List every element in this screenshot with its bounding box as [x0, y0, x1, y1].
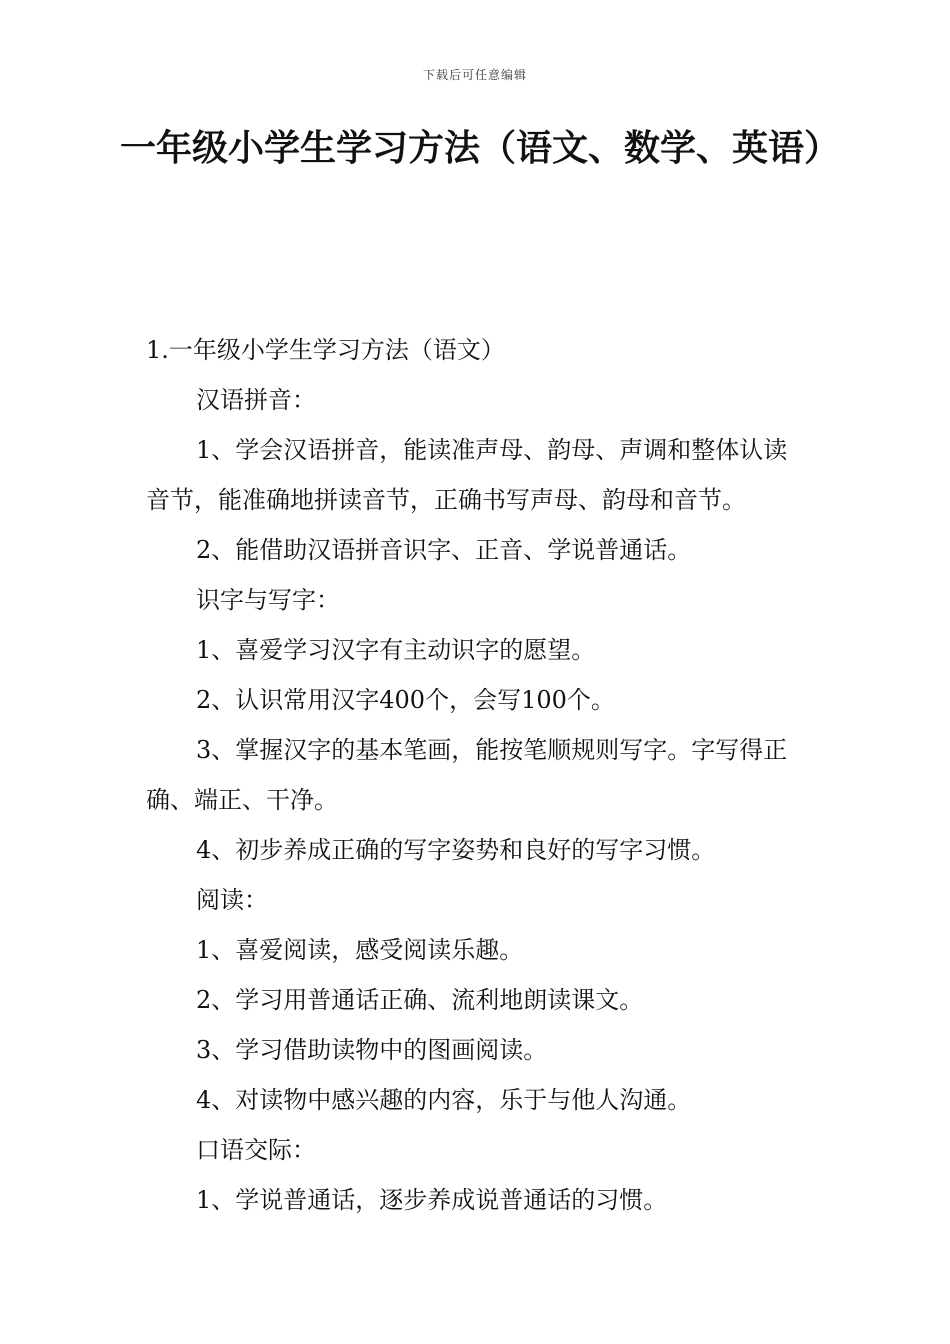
section-heading: 1.一年级小学生学习方法（语文）	[146, 336, 505, 364]
paragraph: 1、喜爱阅读，感受阅读乐趣。	[196, 936, 524, 964]
paragraph: 1、学说普通话，逐步养成说普通话的习惯。	[196, 1186, 668, 1214]
document-title: 一年级小学生学习方法（语文、数学、英语）	[120, 128, 841, 169]
paragraph: 4、对读物中感兴趣的内容，乐于与他人沟通。	[196, 1086, 692, 1114]
paragraph: 3、掌握汉字的基本笔画，能按笔顺规则写字。字写得正确、端正、干净。	[146, 736, 788, 814]
subheading-literacy-writing: 识字与写字：	[196, 586, 340, 614]
paragraph: 2、学习用普通话正确、流利地朗读课文。	[196, 986, 644, 1014]
document-body	[146, 325, 808, 1225]
paragraph: 2、能借助汉语拼音识字、正音、学说普通话。	[196, 536, 692, 564]
paragraph: 3、学习借助读物中的图画阅读。	[196, 1036, 548, 1064]
subheading-oral-communication: 口语交际：	[196, 1136, 316, 1164]
header-note: 下载后可任意编辑	[422, 68, 527, 82]
paragraph: 1、喜爱学习汉字有主动识字的愿望。	[196, 636, 596, 664]
subheading-pinyin: 汉语拼音：	[196, 386, 316, 414]
subheading-reading: 阅读：	[196, 886, 268, 914]
paragraph: 1、学会汉语拼音，能读准声母、韵母、声调和整体认读音节，能准确地拼读音节，正确书写声母、韵母和音节。	[146, 436, 788, 514]
paragraph: 4、初步养成正确的写字姿势和良好的写字习惯。	[196, 836, 716, 864]
paragraph: 2、认识常用汉字400个，会写100个。	[196, 686, 615, 714]
